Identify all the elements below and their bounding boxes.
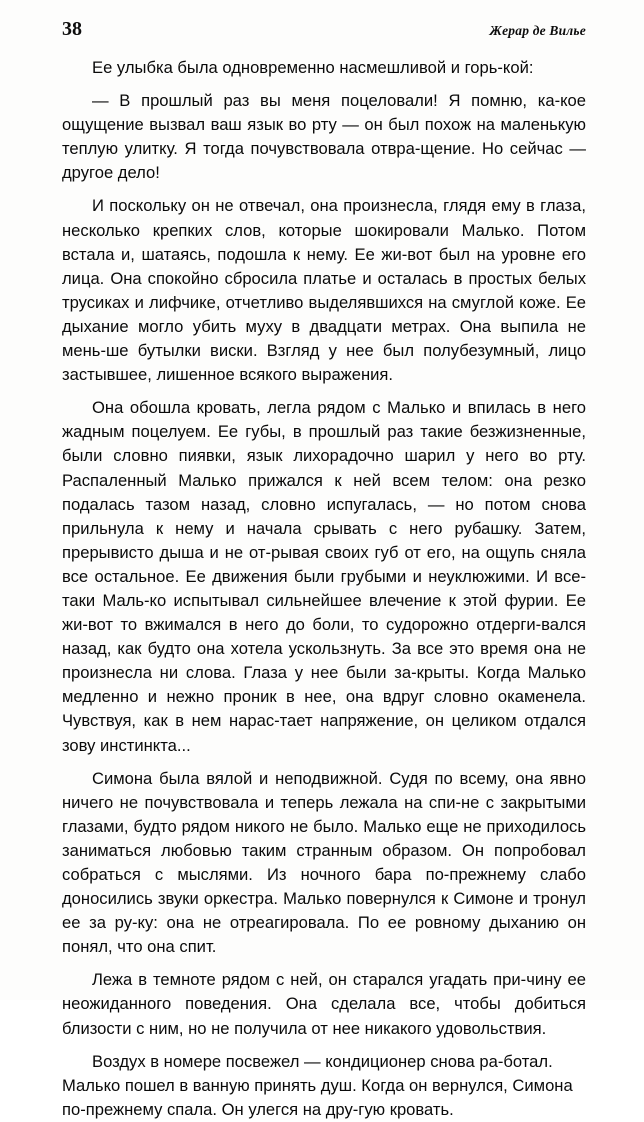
paragraph-1: Ее улыбка была одновременно насмешливой и горь-кой:: [92, 58, 534, 77]
paragraph-7: Воздух в номере посвежел — кондиционер снова ра-ботал. Малько пошел в ванную принять душ. Когда он вернулся, Симона по-прежнему спала. Он улегся на дру-гую кровать.: [62, 1051, 573, 1119]
page-number: 38: [62, 18, 82, 40]
paragraph-6: Лежа в темноте рядом с ней, он старался угадать при-чину ее неожиданного поведения. Она сделала все, чтобы добиться близости с ним, но не получила от нее никакого удовольствия.: [62, 970, 586, 1038]
paragraph-2: — В прошлый раз вы меня поцеловали! Я помню, ка-кое ощущение вызвал ваш язык во рту — он был похож на маленькую теплую улитку. Я тогда почувствовала отвра-щение. Но сейчас — другое дело!: [62, 91, 586, 183]
paragraph-3: И поскольку он не отвечал, она произнесла, глядя ему в глаза, несколько крепких слов, которые шокировали Малько. Потом встала и, шатаясь, подошла к нему. Ее жи-вот был на уровне его лица. Она спокойно сбросила платье и осталась в простых белых трусиках и лифчике, отчетливо выделявшихся на смуглой коже. Ее дыхание могло убить муху в двадцати метрах. Она выпила не мень-ше бутылки виски. Взгляд у нее был полубезумный, лицо застывшее, лишенное всякого выражения.: [62, 196, 586, 385]
page-header: [62, 18, 586, 44]
paragraph-4: Она обошла кровать, легла рядом с Малько и впилась в него жадным поцелуем. Ее губы, в прошлый раз такие безжизненные, были словно пиявки, язык лихорадочно шарил у него во рту. Распаленный Малько прижался к ней всем телом: она резко подалась тазом назад, словно испугалась, — но потом снова прильнула к нему и начала срывать с него рубашку. Затем, прерывисто дыша и не от-рывая своих губ от его, на ощупь сняла все остальное. Ее движения были грубыми и неуклюжими. И все-таки Маль-ко испытывал сильнейшее влечение к этой фурии. Ее жи-вот то вжимался в него до боли, то судорожно отдерги-вался назад, как будто она хотела ускользнуть. За все это время она не произнесла ни слова. Глаза у нее были за-крыты. Когда Малько медленно и нежно проник в нее, она вдруг словно окаменела. Чувствуя, как в нем нарас-тает напряжение, он целиком отдался зову инстинкта...: [62, 398, 586, 755]
paragraph-5: Симона была вялой и неподвижной. Судя по всему, она явно ничего не почувствовала и теперь лежала на спи-не с закрытыми глазами, будто рядом никого не было. Малько еще не приходилось заниматься любовью таким странным образом. Он попробовал собраться с мыслями. Из ночного бара по-прежнему слабо доносились звуки оркестра. Малько повернулся к Симоне и тронул ее за ру-ку: она не отреагировала. По ее ровному дыханию он понял, что она спит.: [62, 768, 586, 957]
running-title: Жерар де Вилье: [489, 23, 586, 38]
page-body: [62, 56, 586, 1122]
